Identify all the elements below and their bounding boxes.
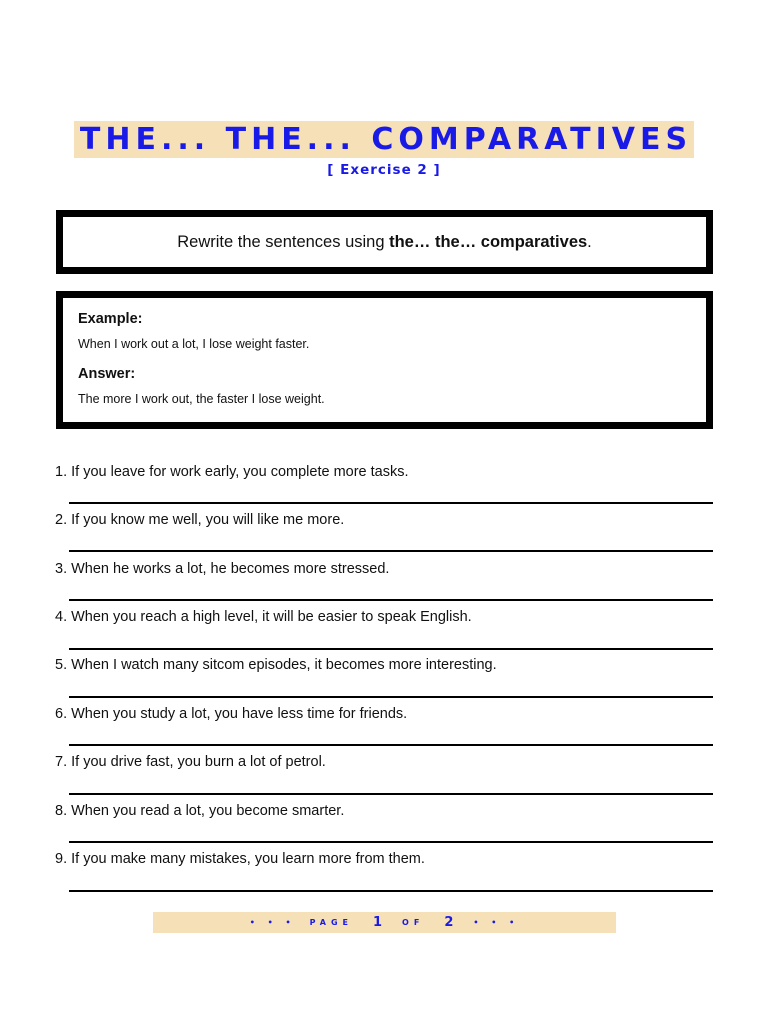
exercise-subtitle: [ Exercise 2 ] bbox=[327, 162, 441, 178]
answer-line[interactable] bbox=[69, 793, 713, 795]
answer-line[interactable] bbox=[69, 890, 713, 892]
footer-dots-right: • • • bbox=[473, 918, 520, 927]
example-box bbox=[56, 291, 713, 429]
example-text: When I work out a lot, I lose weight faster. bbox=[78, 337, 310, 351]
question-item: 7. If you drive fast, you burn a lot of petrol. bbox=[55, 754, 326, 770]
question-item: 2. If you know me well, you will like me more. bbox=[55, 512, 345, 528]
footer-of-word: OF bbox=[402, 918, 425, 927]
instructions-box bbox=[56, 210, 713, 274]
question-item: 3. When he works a lot, he becomes more stressed. bbox=[55, 561, 390, 577]
question-item: 8. When you read a lot, you become smarter. bbox=[55, 803, 345, 819]
instructions-text bbox=[177, 233, 592, 252]
example-label: Example: bbox=[78, 311, 143, 327]
answer-line[interactable] bbox=[69, 744, 713, 746]
title-wrapper bbox=[0, 121, 768, 158]
instructions-prefix: Rewrite the sentences using bbox=[177, 232, 390, 251]
answer-label: Answer: bbox=[78, 366, 136, 382]
question-item: 6. When you study a lot, you have less time for friends. bbox=[55, 706, 408, 722]
instructions-bold: the… the… comparatives bbox=[389, 232, 588, 251]
footer-dots-left: • • • bbox=[249, 918, 296, 927]
answer-line[interactable] bbox=[69, 648, 713, 650]
answer-line[interactable] bbox=[69, 502, 713, 504]
question-item: 9. If you make many mistakes, you learn more from them. bbox=[55, 851, 425, 867]
footer-page-word: PAGE bbox=[309, 918, 353, 927]
footer-total-pages: 2 bbox=[444, 915, 454, 930]
instructions-suffix: . bbox=[587, 232, 592, 251]
question-item: 1. If you leave for work early, you complete more tasks. bbox=[55, 464, 409, 480]
footer-current-page: 1 bbox=[373, 915, 383, 930]
question-item: 4. When you reach a high level, it will be easier to speak English. bbox=[55, 609, 472, 625]
answer-line[interactable] bbox=[69, 696, 713, 698]
answer-line[interactable] bbox=[69, 841, 713, 843]
answer-line[interactable] bbox=[69, 599, 713, 601]
question-item: 5. When I watch many sitcom episodes, it becomes more interesting. bbox=[55, 657, 497, 673]
page-footer bbox=[153, 912, 616, 933]
answer-line[interactable] bbox=[69, 550, 713, 552]
page-title: THE... THE... COMPARATIVES bbox=[74, 121, 694, 158]
answer-text: The more I work out, the faster I lose weight. bbox=[78, 392, 325, 406]
